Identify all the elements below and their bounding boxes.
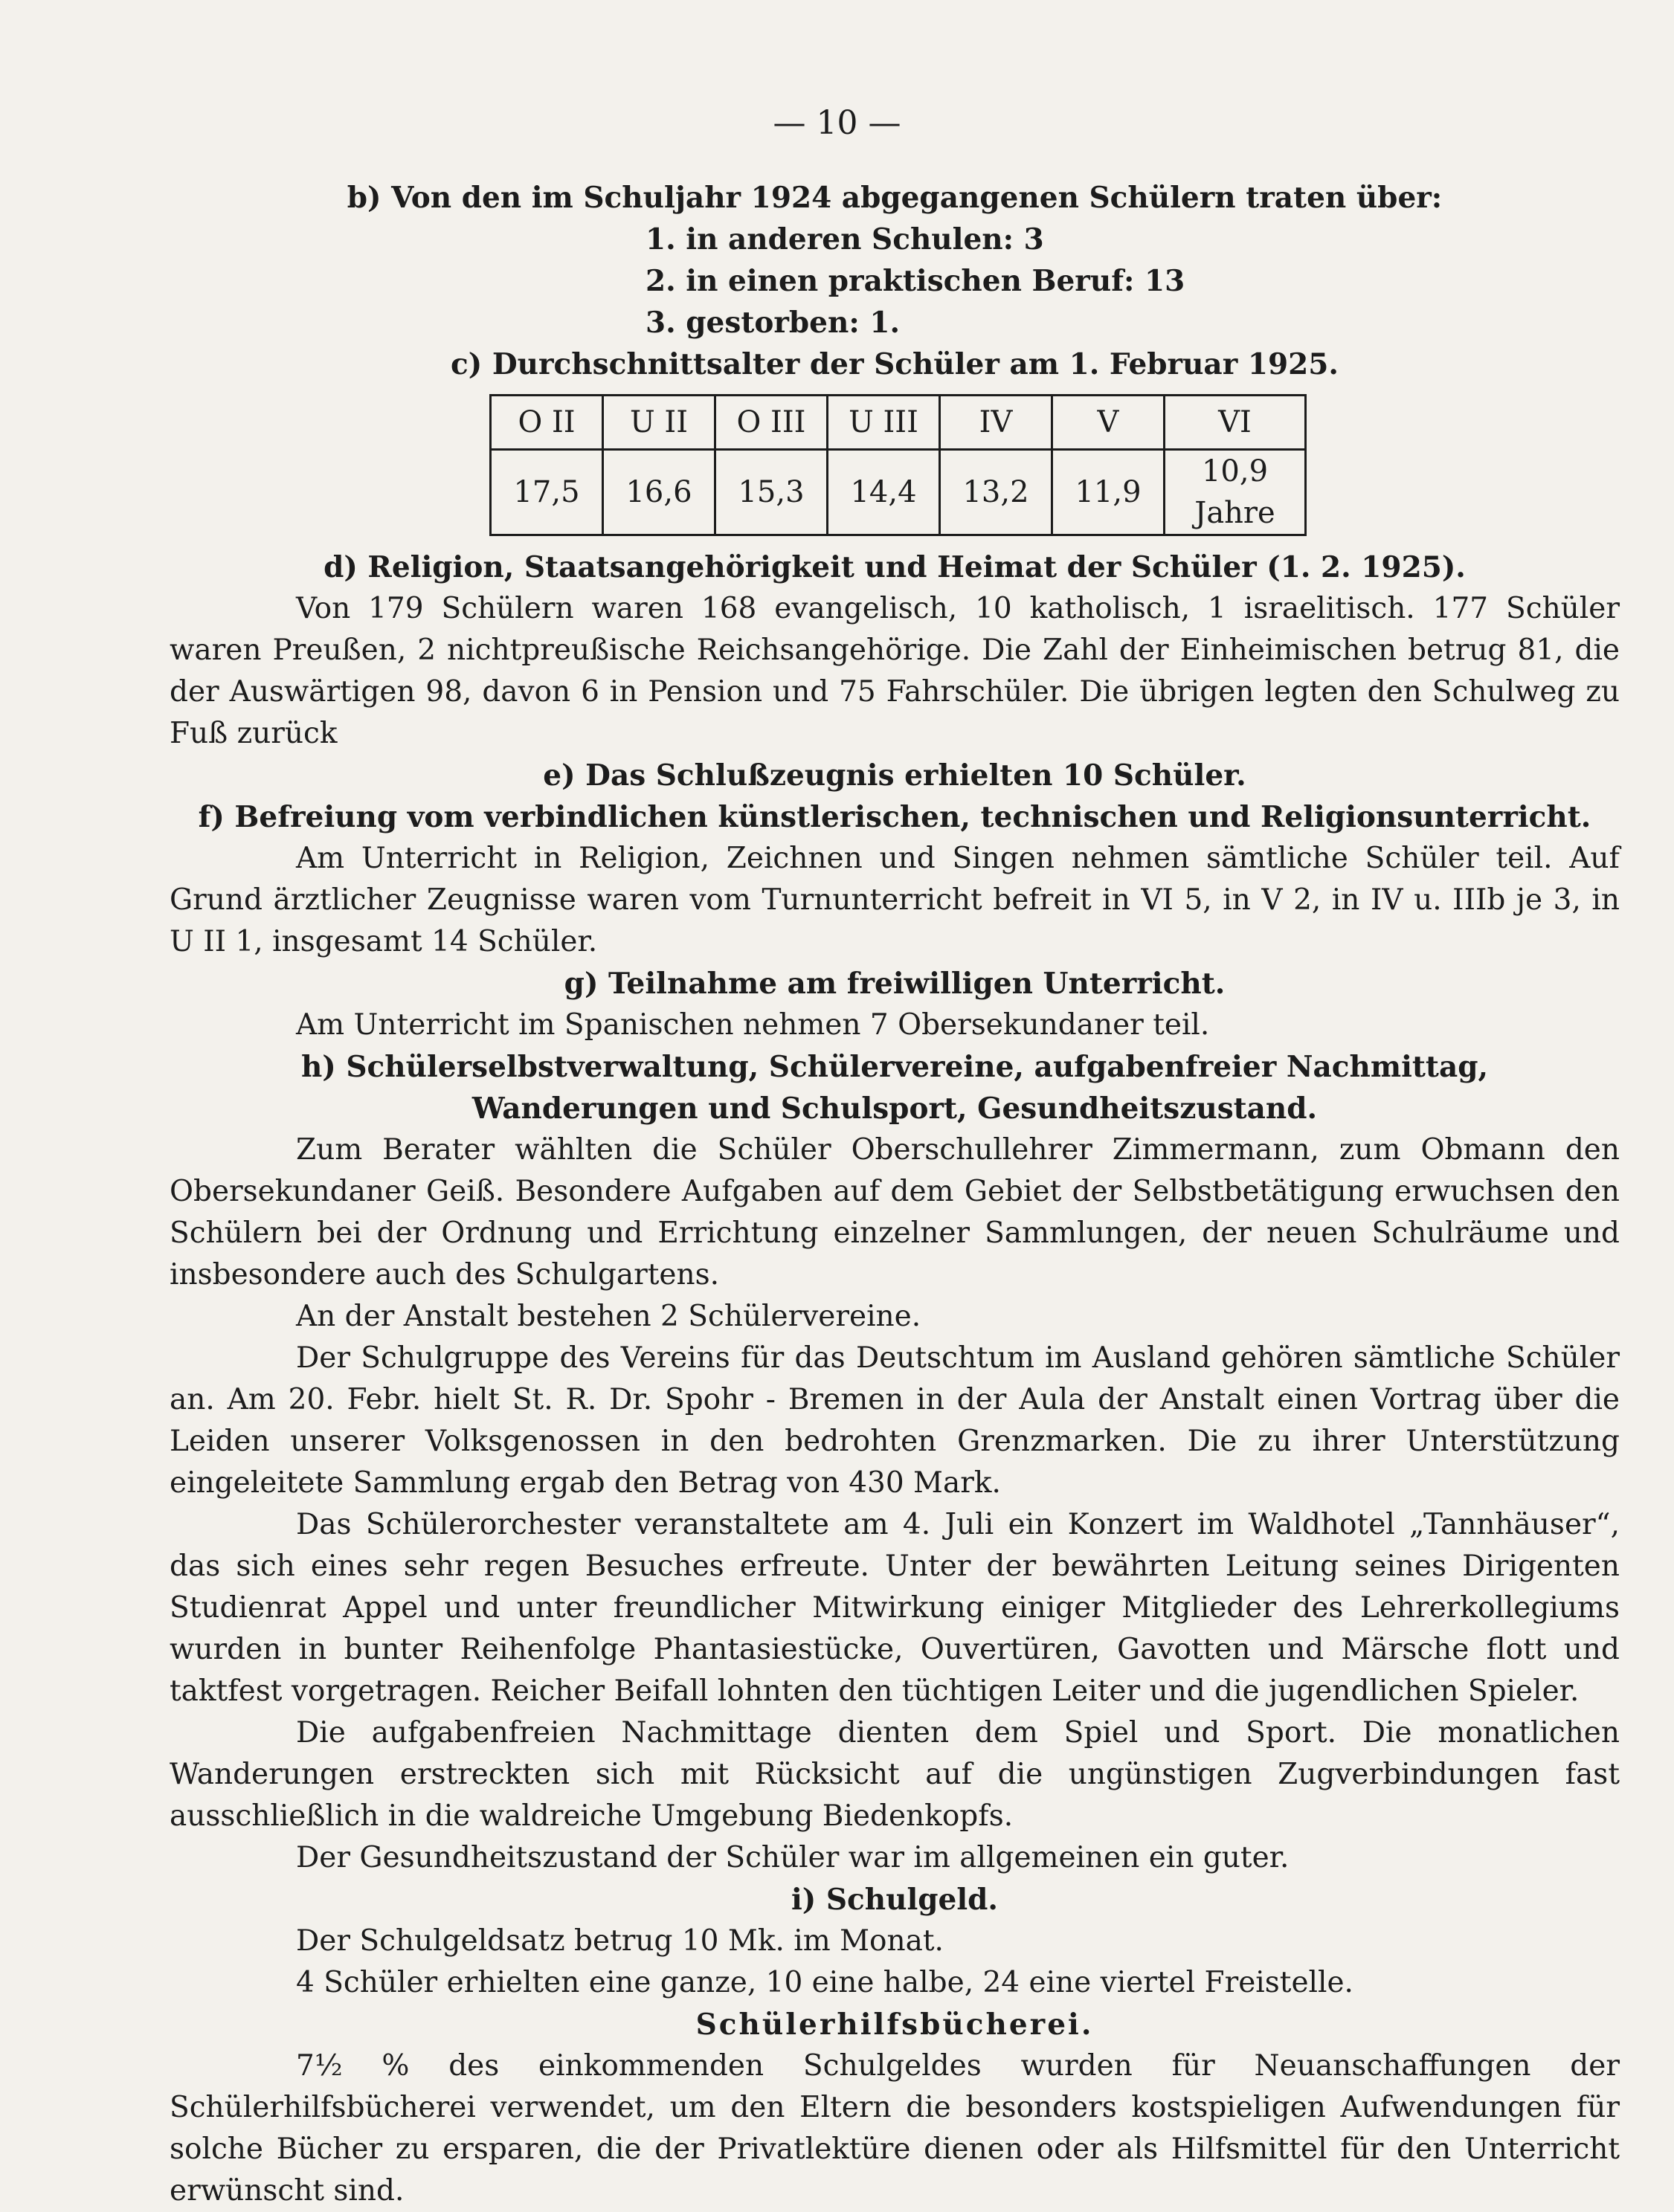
list-item: 1. in anderen Schulen: 3 xyxy=(646,222,1044,257)
table-row xyxy=(491,396,1306,450)
table-row xyxy=(491,450,1306,535)
age-table xyxy=(489,394,1307,536)
library-heading: Schülerhilfsbücherei. xyxy=(695,2008,1094,2042)
section-d-heading: d) Religion, Staatsangehörigkeit und Heimat der Schüler (1. 2. 1925). xyxy=(323,550,1466,584)
section-i-paragraph: 4 Schüler erhielten eine ganze, 10 eine halbe, 24 eine viertel Freistelle. xyxy=(296,1966,1353,1999)
section-f-text: Am Unterricht in Religion, Zeichnen und Singen nehmen sämtliche Schüler teil. Auf Grund ärztlicher Zeugnisse waren vom Turnunterricht befreit in VI 5, in V 2, in IV u. IIIb je 3, in U II 1, insgesamt 14 Schüler. xyxy=(170,842,1620,958)
table-cell: 11,9 xyxy=(1052,450,1165,535)
section-h-heading-1: h) Schülerselbstverwaltung, Schülervereine, aufgabenfreier Nachmittag, xyxy=(300,1050,1489,1084)
list-item: 3. gestorben: 1. xyxy=(646,306,901,340)
page-content xyxy=(170,177,1620,2212)
section-h-paragraph: Der Schulgruppe des Vereins für das Deutschtum im Ausland gehören sämtliche Schüler an. Am 20. Febr. hielt St. R. Dr. Spohr - Bremen in der Aula der Anstalt einen Vortrag über die Leiden unserer Volksgenossen in den bedrohten Grenzmarken. Die zu ihrer Unterstützung eingeleitete Sammlung ergab den Betrag von 430 Mark. xyxy=(170,1341,1620,1500)
section-h-paragraph: Das Schülerorchester veranstaltete am 4. Juli ein Konzert im Waldhotel „Tannhäuser“, das sich eines sehr regen Besuches erfreute. Unter der bewährten Leitung seines Dirigenten Studienrat Appel und unter freundlicher Mitwirkung einiger Mitglieder des Lehrerkollegiums wurden in bunter Reihenfolge Phantasiestücke, Ouvertüren, Gavotten und Märsche flott und taktfest vorgetragen. Reicher Beifall lohnten den tüchtigen Leiter und die jugendlichen Spieler. xyxy=(170,1508,1620,1708)
section-i-paragraph: Der Schulgeldsatz betrug 10 Mk. im Monat. xyxy=(296,1924,944,1958)
table-cell: O III xyxy=(715,396,828,450)
section-b-heading: b) Von den im Schuljahr 1924 abgegangenen Schülern traten über: xyxy=(347,181,1443,215)
section-h-heading-2: Wanderungen und Schulsport, Gesundheitszustand. xyxy=(471,1092,1318,1126)
table-cell: IV xyxy=(940,396,1052,450)
section-f-heading: f) Befreiung vom verbindlichen künstlerischen, technischen und Religionsunterricht. xyxy=(198,800,1591,834)
section-b-list xyxy=(646,219,1620,344)
table-cell: U II xyxy=(603,396,715,450)
section-i-heading: i) Schulgeld. xyxy=(791,1883,999,1917)
section-d-text: Von 179 Schülern waren 168 evangelisch, 10 katholisch, 1 israelitisch. 177 Schüler waren Preußen, 2 nichtpreußische Reichsangehörige. Die Zahl der Einheimischen betrug 81, die der Auswärtigen 98, davon 6 in Pension und 75 Fahrschüler. Die übrigen legten den Schulweg zu Fuß zurück xyxy=(170,592,1620,750)
age-table-wrap xyxy=(489,394,1620,536)
table-cell: 16,6 xyxy=(603,450,715,535)
section-g-text: Am Unterricht im Spanischen nehmen 7 Obersekundaner teil. xyxy=(296,1008,1210,1042)
table-cell: 17,5 xyxy=(491,450,603,535)
page-number: — 10 — xyxy=(773,104,901,142)
table-cell: U III xyxy=(828,396,940,450)
list-item: 2. in einen praktischen Beruf: 13 xyxy=(646,264,1185,298)
table-cell: O II xyxy=(491,396,603,450)
table-cell: V xyxy=(1052,396,1165,450)
section-c-heading: c) Durchschnittsalter der Schüler am 1. Februar 1925. xyxy=(451,347,1339,381)
section-h-paragraph: Der Gesundheitszustand der Schüler war im allgemeinen ein guter. xyxy=(296,1841,1290,1874)
table-cell: VI xyxy=(1165,396,1306,450)
table-cell: 15,3 xyxy=(715,450,828,535)
table-cell: 13,2 xyxy=(940,450,1052,535)
section-h-paragraph: An der Anstalt bestehen 2 Schülervereine. xyxy=(296,1300,921,1333)
library-text: 7½ % des einkommenden Schulgeldes wurden für Neuanschaffungen der Schülerhilfsbücherei verwendet, um den Eltern die besonders kostspieligen Aufwendungen für solche Bücher zu ersparen, die der Privatlektüre dienen oder als Hilfsmittel für den Unterricht erwünscht sind. xyxy=(170,2049,1620,2208)
section-h-paragraph: Zum Berater wählten die Schüler Oberschullehrer Zimmermann, zum Obmann den Obersekundaner Geiß. Besondere Aufgaben auf dem Gebiet der Selbstbetätigung erwuchsen den Schülern bei der Ordnung und Errichtung einzelner Sammlungen, der neuen Schulräume und insbesondere auch des Schulgartens. xyxy=(170,1133,1620,1292)
section-e-heading: e) Das Schlußzeugnis erhielten 10 Schüler. xyxy=(543,758,1246,793)
table-cell: 10,9 Jahre xyxy=(1165,450,1306,535)
section-g-heading: g) Teilnahme am freiwilligen Unterricht. xyxy=(564,967,1226,1001)
section-h-paragraph: Die aufgabenfreien Nachmittage dienten dem Spiel und Sport. Die monatlichen Wanderungen erstreckten sich mit Rücksicht auf die ungünstigen Zugverbindungen fast ausschließlich in die waldreiche Umgebung Biedenkopfs. xyxy=(170,1716,1620,1833)
table-cell: 14,4 xyxy=(828,450,940,535)
